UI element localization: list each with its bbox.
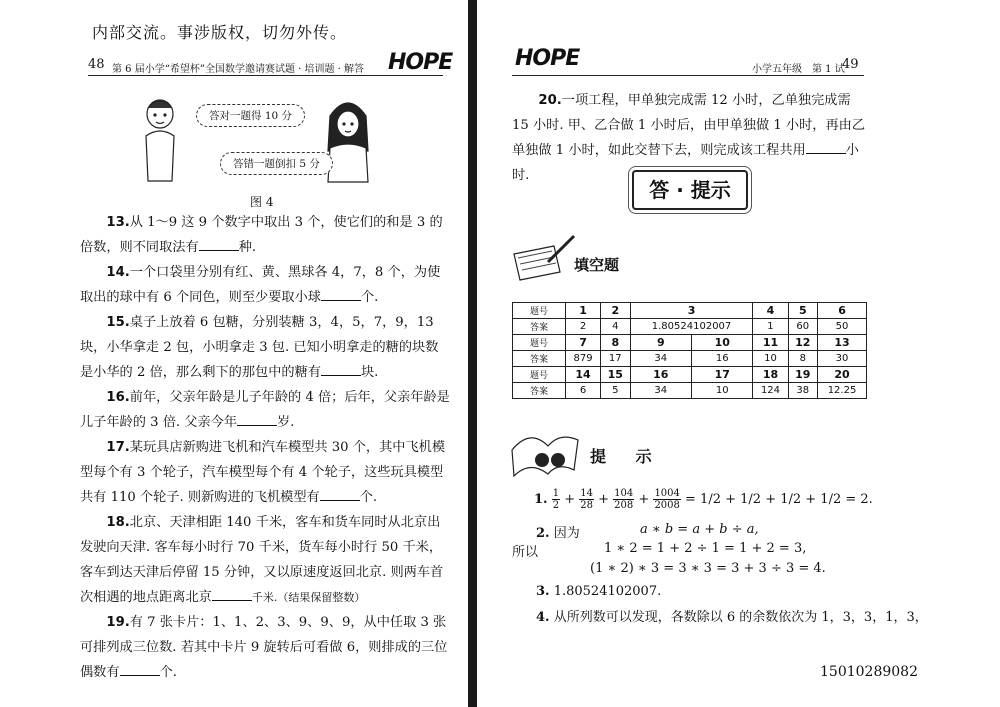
footer-phone-number: 15010289082 bbox=[820, 664, 918, 680]
hint-title: 提 示 bbox=[590, 447, 664, 466]
answer-blank bbox=[806, 141, 846, 154]
question-text: 有 7 张卡片：1、1、2、3、9、9、9，从中任取 3 张可排列成三位数. 若其中卡片 9 旋转后可看做 6，则排成的三位偶数有 bbox=[80, 615, 448, 680]
table-cell: 16 bbox=[630, 367, 691, 383]
table-cell: 7 bbox=[566, 335, 601, 351]
table-row bbox=[513, 383, 867, 399]
table-cell: 10 bbox=[692, 335, 753, 351]
table-cell: 38 bbox=[788, 383, 818, 399]
question-text: 某玩具店新购进飞机和汽车模型共 30 个，其中飞机模型每个有 3 个轮子，汽车模型每个有 4 个轮子，这些玩具模型共有 110 个轮子. 则新购进的飞机模型有 bbox=[80, 440, 446, 505]
answer-blank bbox=[237, 413, 277, 426]
question-number: 14. bbox=[106, 265, 130, 280]
table-cell: 10 bbox=[753, 351, 788, 367]
question-suffix: 块. bbox=[360, 365, 379, 380]
table-cell: 34 bbox=[630, 383, 691, 399]
table-cell: 题号 bbox=[513, 335, 566, 351]
girl-figure bbox=[328, 103, 368, 182]
table-cell: 60 bbox=[788, 319, 818, 335]
table-row bbox=[513, 303, 867, 319]
fraction: $\frac{1}{2}$ bbox=[552, 488, 560, 511]
copyright-notice: 内部交流。事涉版权，切勿外传。 bbox=[92, 23, 348, 42]
answer-blank bbox=[320, 488, 360, 501]
question-text: 北京、天津相距 140 千米，客车和货车同时从北京出发驶向天津. 客车每小时行 70 千米，货车每小时行 50 千米，客车到达天津后停留 15 分钟，又以原速度返回北京. 则两车首次相遇的地点距离北京 bbox=[80, 515, 444, 605]
table-cell: 14 bbox=[566, 367, 601, 383]
table-cell: 4 bbox=[753, 303, 788, 319]
table-cell: 答案 bbox=[513, 319, 566, 335]
notebook-pen-icon bbox=[510, 232, 580, 284]
question-number: 19. bbox=[106, 615, 130, 630]
hint-2-line2: (1 ∗ 2) ∗ 3 = 3 ∗ 3 = 3 + 3 ÷ 3 = 4. bbox=[590, 561, 826, 576]
left-page-number: 48 bbox=[88, 57, 105, 72]
question-number: 17. bbox=[106, 440, 130, 455]
answer-banner bbox=[632, 170, 748, 210]
table-cell: 50 bbox=[818, 319, 867, 335]
table-cell: 题号 bbox=[513, 367, 566, 383]
question-15 bbox=[80, 310, 450, 385]
hint-2-label bbox=[536, 522, 580, 541]
hint-text: 1.80524102007. bbox=[553, 584, 662, 599]
table-cell: 12.25 bbox=[818, 383, 867, 399]
table-cell: 17 bbox=[692, 367, 753, 383]
right-header-rule bbox=[512, 75, 864, 76]
fraction: $\frac{1004}{2008}$ bbox=[654, 488, 680, 511]
boy-figure bbox=[146, 100, 174, 181]
question-suffix: 个. bbox=[159, 665, 177, 680]
question-18 bbox=[80, 510, 450, 610]
table-cell: 12 bbox=[788, 335, 818, 351]
table-cell: 1 bbox=[566, 303, 601, 319]
table-cell: 答案 bbox=[513, 383, 566, 399]
question-suffix: 小时. bbox=[512, 143, 859, 183]
table-cell: 8 bbox=[601, 335, 631, 351]
hint-3 bbox=[536, 584, 661, 599]
question-suffix: 个. bbox=[360, 290, 379, 305]
table-cell: 6 bbox=[566, 383, 601, 399]
left-header-text: 第 6 届小学“希望杯”全国数学邀请赛试题 · 培训题 · 解答 bbox=[112, 64, 365, 75]
table-cell: 1 bbox=[753, 319, 788, 335]
table-cell: 题号 bbox=[513, 303, 566, 319]
question-number: 18. bbox=[106, 515, 130, 530]
table-cell: 15 bbox=[601, 367, 631, 383]
table-row bbox=[513, 367, 867, 383]
question-19 bbox=[80, 610, 450, 685]
table-cell: 2 bbox=[601, 303, 631, 319]
question-number: 20. bbox=[538, 93, 562, 108]
answer-blank bbox=[199, 238, 239, 251]
question-text: 从 1～9 这 9 个数字中取出 3 个，使它们的和是 3 的倍数，则不同取法有 bbox=[80, 215, 443, 255]
table-cell: 19 bbox=[788, 367, 818, 383]
right-header-text: 小学五年级 第 1 试 bbox=[752, 64, 845, 75]
question-number: 13. bbox=[106, 215, 130, 230]
table-cell: 8 bbox=[788, 351, 818, 367]
question-text: 一项工程，甲单独完成需 12 小时，乙单独完成需 15 小时. 甲、乙合做 1 小时后，由甲单独做 1 小时，再由乙单独做 1 小时，如此交替下去，则完成该工程共用 bbox=[512, 93, 866, 158]
hint-1-result: = 1/2 + 1/2 + 1/2 + 1/2 = 2. bbox=[685, 492, 873, 507]
question-suffix: 千米.（结果保留整数） bbox=[251, 591, 366, 604]
table-cell: 17 bbox=[601, 351, 631, 367]
hint-1: 1. $\frac{1}{2}$ + $\frac{14}{28}$ + $\frac{104}{208}$ + $\frac{1004}{2008}$ = 1/2 + 1/2 + 1/2 + 1/2 = 2. bbox=[534, 488, 873, 511]
table-cell: 5 bbox=[601, 383, 631, 399]
right-hope-logo: HOPE bbox=[515, 46, 580, 71]
table-cell: 13 bbox=[818, 335, 867, 351]
question-number: 15. bbox=[106, 315, 130, 330]
fraction: $\frac{104}{208}$ bbox=[614, 488, 634, 511]
question-suffix: 个. bbox=[359, 490, 378, 505]
table-cell: 4 bbox=[601, 319, 631, 335]
speech-bubble-top: 答对一题得 10 分 bbox=[196, 104, 305, 127]
hint-text: 因为 bbox=[553, 526, 580, 541]
question-text: 前年，父亲年龄是儿子年龄的 4 倍；后年，父亲年龄是儿子年龄的 3 倍. 父亲今年 bbox=[80, 390, 450, 430]
hint-4 bbox=[536, 606, 928, 625]
answer-blank bbox=[321, 363, 361, 376]
answer-blank bbox=[321, 288, 361, 301]
answer-banner-text: 答 · 提示 bbox=[649, 178, 731, 202]
question-16 bbox=[80, 385, 450, 435]
table-cell: 18 bbox=[753, 367, 788, 383]
fraction: $\frac{14}{28}$ bbox=[580, 488, 593, 511]
right-page-number: 49 bbox=[842, 57, 859, 72]
table-cell: 10 bbox=[692, 383, 753, 399]
table-row bbox=[513, 319, 867, 335]
figure-caption: 图 4 bbox=[250, 195, 274, 209]
book-glasses-icon bbox=[508, 420, 582, 478]
left-hope-logo: HOPE bbox=[388, 50, 453, 75]
table-row bbox=[513, 335, 867, 351]
table-cell: 16 bbox=[692, 351, 753, 367]
question-14 bbox=[80, 260, 450, 310]
speech-bubble-bottom: 答错一题倒扣 5 分 bbox=[220, 152, 333, 175]
question-13 bbox=[80, 210, 450, 260]
page-gutter bbox=[468, 0, 477, 707]
left-header-rule bbox=[88, 75, 443, 76]
table-cell: 1.80524102007 bbox=[630, 319, 753, 335]
hint-2-line1: 1 ∗ 2 = 1 + 2 ÷ 1 = 1 + 2 = 3, bbox=[604, 541, 807, 556]
answer-table bbox=[512, 302, 867, 399]
table-cell: 9 bbox=[630, 335, 691, 351]
question-suffix: 岁. bbox=[277, 415, 295, 430]
question-number: 16. bbox=[106, 390, 130, 405]
section-fill-title: 填空题 bbox=[574, 256, 620, 274]
hint-2-so: 所以 bbox=[512, 545, 539, 560]
question-17 bbox=[80, 435, 450, 510]
hint-number: 2. bbox=[536, 526, 550, 541]
hint-number: 3. bbox=[536, 584, 550, 599]
question-text: 一个口袋里分别有红、黄、黑球各 4，7，8 个，为使取出的球中有 6 个同色，则至少要取小球 bbox=[80, 265, 441, 305]
answer-blank bbox=[212, 588, 252, 601]
table-row bbox=[513, 351, 867, 367]
table-cell: 34 bbox=[630, 351, 691, 367]
table-cell: 答案 bbox=[513, 351, 566, 367]
table-cell: 6 bbox=[818, 303, 867, 319]
hint-number: 4. bbox=[536, 610, 550, 625]
hint-2-definition: a ∗ b = a + b ÷ a, bbox=[640, 522, 759, 537]
answer-blank bbox=[120, 663, 160, 676]
table-cell: 879 bbox=[566, 351, 601, 367]
table-cell: 3 bbox=[630, 303, 753, 319]
hint-text: 从所列数可以发现，各数除以 6 的余数依次为 1，3，3，1，3， bbox=[553, 610, 928, 625]
table-cell: 11 bbox=[753, 335, 788, 351]
question-suffix: 种. bbox=[238, 240, 257, 255]
table-cell: 5 bbox=[788, 303, 818, 319]
question-list bbox=[80, 210, 450, 685]
table-cell: 30 bbox=[818, 351, 867, 367]
table-cell: 124 bbox=[753, 383, 788, 399]
hint-number: 1. bbox=[534, 492, 548, 507]
table-cell: 20 bbox=[818, 367, 867, 383]
question-text: 桌子上放着 6 包糖，分别装糖 3，4，5，7，9，13 块，小华拿走 2 包，小明拿走 3 包. 已知小明拿走的糖的块数是小华的 2 倍，那么剩下的那包中的糖有 bbox=[80, 315, 439, 380]
table-cell: 2 bbox=[566, 319, 601, 335]
